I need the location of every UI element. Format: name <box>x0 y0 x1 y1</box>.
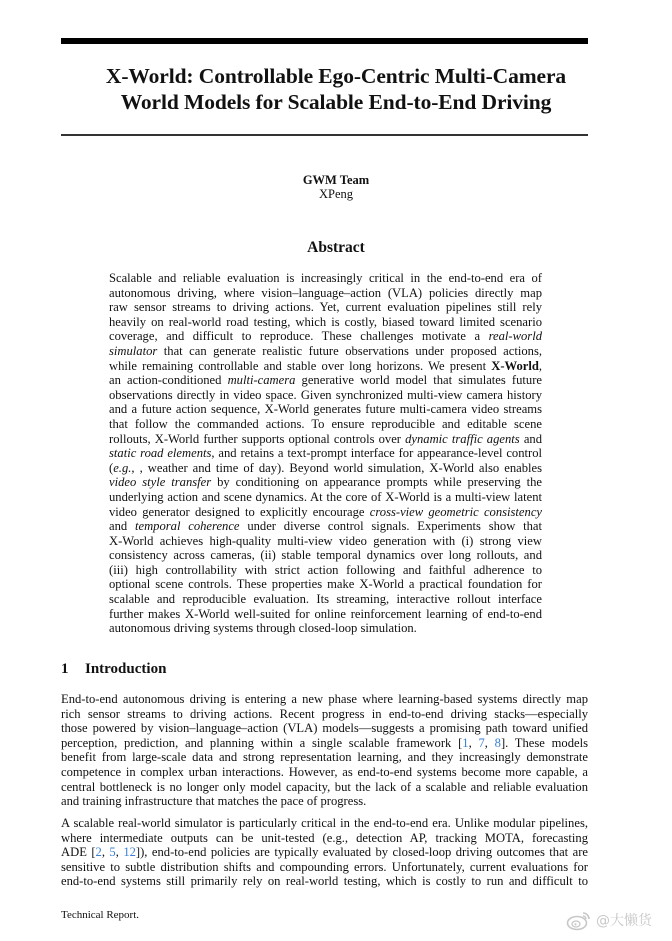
abstract-body <box>109 271 542 636</box>
text-run: and <box>109 519 128 534</box>
emphasis: simulator <box>109 343 158 358</box>
emphasis: real-world <box>488 329 542 344</box>
abstract-line <box>109 432 542 447</box>
abstract-line <box>109 344 542 359</box>
abstract-line: heavily on real-world road testing, which is costly, biased toward limited scenario <box>109 314 542 329</box>
title-top-rule <box>61 38 588 44</box>
abstract-line: X-World achieves high-quality multi-view video generation with (i) strong view <box>109 533 542 548</box>
emphasis: multi-camera <box>227 373 296 388</box>
text-run: , weather and time of day). Beyond world simulation, X-World also enables <box>139 460 542 475</box>
paragraph-line: those powered by vision–language–action (VLA) models—suggests a promising path toward unified <box>61 721 588 736</box>
abstract-line: optional scene controls. These properties make X-World a practical foundation for <box>109 577 542 592</box>
abstract-line: and a future action sequence, X-World generates future multi-camera video streams <box>109 402 542 417</box>
author-affiliation: XPeng <box>318 187 354 201</box>
intro-paragraph-1 <box>61 692 588 809</box>
text-run: ( <box>109 460 114 475</box>
text-run: that can generate realistic future observations under proposed actions, <box>157 343 542 358</box>
paragraph-line: competence in complex urban interactions. However, as end-to-end systems become more capable, a <box>61 764 588 779</box>
weibo-logo-icon <box>566 909 592 931</box>
abstract-line: scalable and reproducible evaluation. Its streaming, interactive rollout interface <box>109 592 542 607</box>
abstract-line <box>109 359 542 374</box>
paragraph-line: central bottleneck is no longer only model capacity, but the lack of a scalable and reliable evaluation <box>61 779 588 794</box>
emphasis: e.g., <box>113 460 135 475</box>
text-run: rollouts, X-World further supports optional controls over <box>109 431 401 446</box>
text-run: while remaining controllable and stable over long horizons. We present <box>109 358 487 373</box>
section-title: Introduction <box>85 661 167 677</box>
section-number: 1 <box>61 661 69 677</box>
emphasis: video style transfer <box>109 475 212 490</box>
paragraph-line <box>61 736 588 751</box>
citation-link[interactable]: 7 <box>478 735 485 750</box>
citation-link[interactable]: 8 <box>494 735 501 750</box>
abstract-line <box>109 373 542 388</box>
abstract-line: consistency across cameras, (ii) stable temporal dynamics over long rollouts, and <box>109 548 542 563</box>
paragraph-line: and training infrastructure that matches the pace of progress. <box>61 794 367 809</box>
paragraph-line: benefit from large-scale data and strong representation learning, and they increasingly demonstrate <box>61 750 588 765</box>
abstract-line <box>109 519 542 534</box>
abstract-line: autonomous driving, where vision–language–action (VLA) policies directly map <box>109 285 542 300</box>
watermark-text: @大懒货 <box>596 913 652 929</box>
text-run: ADE [ <box>61 845 96 860</box>
paragraph-line: A scalable real-world simulator is particularly critical in the end-to-end era. Unlike modular pipelines, <box>61 816 588 830</box>
paragraph-line: rich sensor streams to driving actions. Recent progress in end-to-end driving stacks—especially <box>61 706 588 721</box>
emphasis: dynamic traffic agents <box>405 431 520 446</box>
text-run: , <box>484 735 495 750</box>
text-run: by conditioning on appearance prompts while preserving the <box>217 475 542 490</box>
citation-link[interactable]: 2 <box>95 845 102 860</box>
paragraph-line: where intermediate outputs can be unit-tested (e.g., detection AP, tracking MOTA, forecasting <box>61 830 588 845</box>
title-bottom-rule <box>61 134 588 136</box>
emphasis: cross-view geometric consistency <box>369 504 542 519</box>
abstract-line: underlying action and scene dynamics. At the core of X-World is a multi-view latent <box>109 489 542 504</box>
abstract-heading: Abstract <box>307 239 365 256</box>
abstract-line: raw sensor streams to driving actions. Yet, current evaluation pipelines still rely <box>109 300 542 315</box>
text-run: an action-conditioned <box>109 373 222 388</box>
paragraph-line: sensitive to subtle distribution shifts and compounding errors. Unfortunately, current evaluations for <box>61 859 588 874</box>
title-line-2: World Models for Scalable End-to-End Driving <box>120 90 552 114</box>
paragraph-line: End-to-end autonomous driving is entering a new phase where learning-based systems directly map <box>61 692 588 706</box>
abstract-line <box>109 446 542 461</box>
section-heading-introduction <box>61 660 166 678</box>
text-run: , <box>538 358 542 373</box>
intro-paragraph-2 <box>61 816 588 889</box>
text-run: generative world model that simulates future <box>301 373 542 388</box>
text-run: under diverse control signals. Experiments show that <box>247 519 542 534</box>
paragraph-line: end-to-end systems still primarily rely on real-world testing, which is costly to run and difficult to <box>61 874 588 889</box>
text-run: , and retains a text-prompt interface for appearance-level control <box>211 446 542 461</box>
footer-note: Technical Report. <box>61 909 140 921</box>
paragraph-line <box>61 845 588 860</box>
abstract-line: (iii) high controllability with strict action following and faithful adherence to <box>109 562 542 577</box>
paper-title <box>40 63 632 115</box>
text-run: and <box>523 431 542 446</box>
abstract-line: further makes X-World well-suited for online reinforcement learning of end-to-end <box>109 606 542 621</box>
text-run: , <box>468 735 479 750</box>
citation-link[interactable]: 1 <box>462 735 469 750</box>
citation-link[interactable]: 5 <box>109 845 116 860</box>
abstract-line <box>109 475 542 490</box>
text-run: , <box>115 845 124 860</box>
abstract-line <box>109 461 542 476</box>
emphasis: static road elements <box>109 446 212 461</box>
text-run: video generator designed to explicitly encourage <box>109 504 365 519</box>
watermark <box>566 905 652 935</box>
title-line-1: X-World: Controllable Ego-Centric Multi-Camera <box>105 64 567 88</box>
model-name-bold: X-World <box>491 358 539 373</box>
text-run: perception, prediction, and planning within a single scalable framework [ <box>61 735 463 750</box>
citation-link[interactable]: 12 <box>123 845 136 860</box>
abstract-line: that follow the commanded actions. To ensure reproducible and editable scene <box>109 416 542 431</box>
text-run: coverage, and difficult to reproduce. These challenges motivate a <box>109 329 481 344</box>
emphasis: temporal coherence <box>134 519 240 534</box>
text-run: ]. These models <box>500 735 588 750</box>
abstract-line: observations directly in video space. Given synchronized multi-view camera history <box>109 387 542 402</box>
author-name: GWM Team <box>302 173 370 187</box>
abstract-line: Scalable and reliable evaluation is increasingly critical in the end-to-end era of <box>109 271 542 285</box>
abstract-line <box>109 505 542 520</box>
abstract-line: autonomous driving systems through closed-loop simulation. <box>109 621 417 636</box>
abstract-line <box>109 329 542 344</box>
text-run: , <box>101 845 110 860</box>
text-run: ]), end-to-end policies are typically evaluated by closed-loop driving outcomes that are <box>135 845 588 860</box>
